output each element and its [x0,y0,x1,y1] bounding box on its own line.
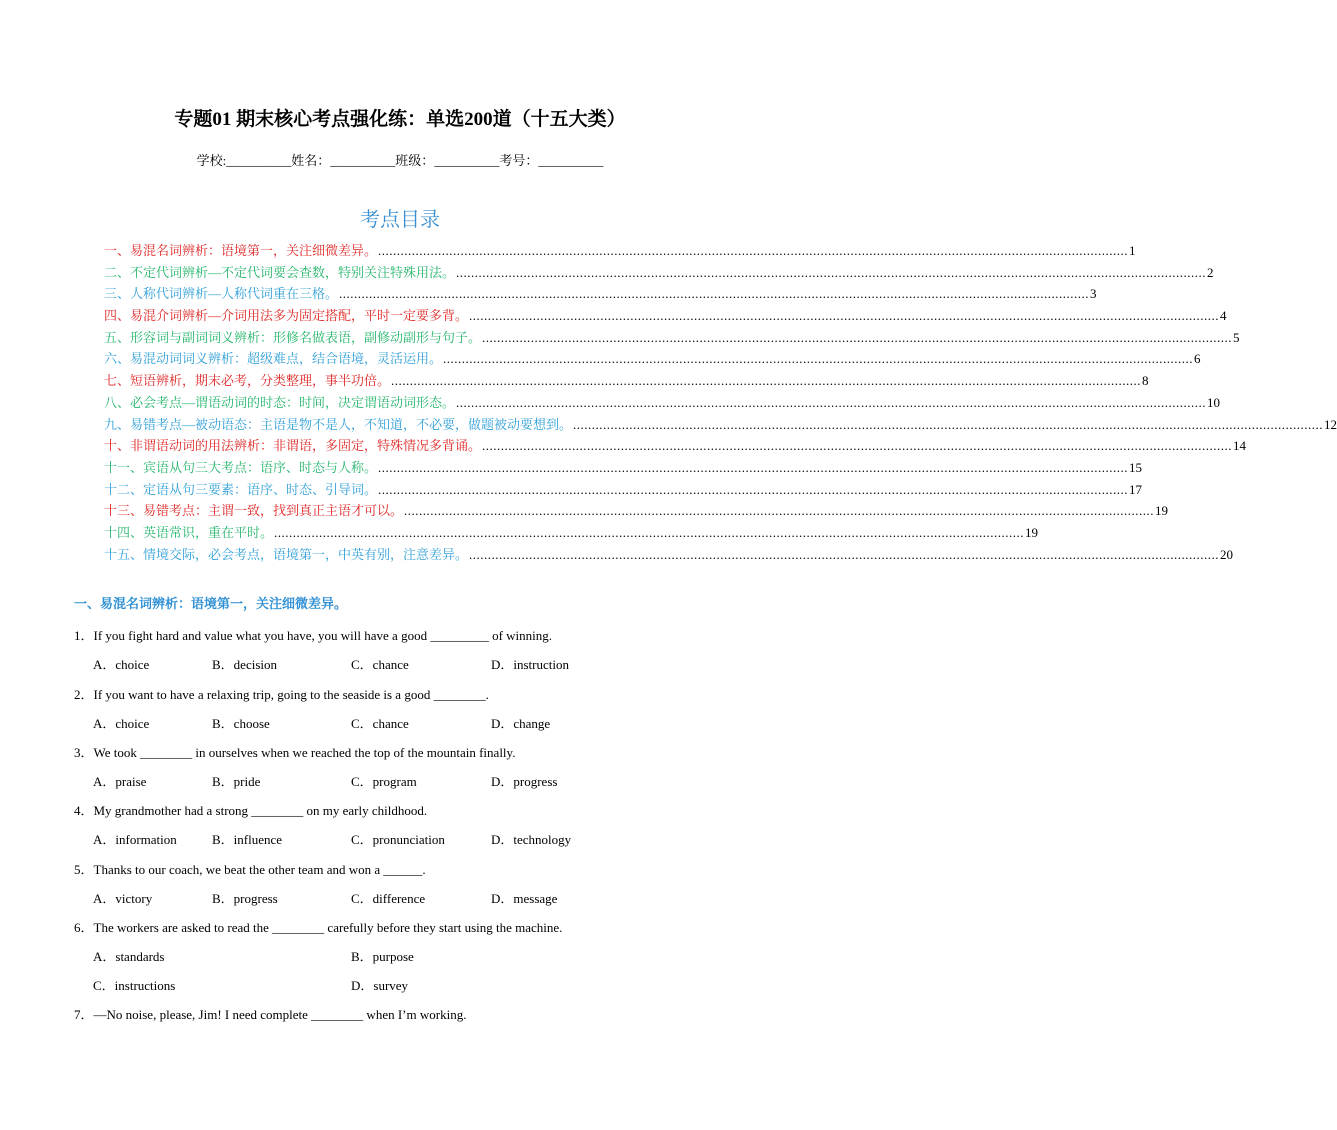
school-label: 学校: [196,153,227,168]
class-blank: __________ [434,153,500,168]
toc-entry-page: 8 [1142,373,1149,389]
name-label: 姓名： [291,153,331,168]
toc-entry[interactable] [104,392,1221,414]
toc-entry-page: 6 [1194,351,1201,367]
toc-entry-text: 五、形容词与副词词义辨析：形修名做表语，副修动副形与句子。 [104,329,482,345]
toc-leader-dots: ........................................................................................................................................................................................................ [482,329,1233,345]
toc-entry[interactable] [104,500,1169,522]
toc-leader-dots: ........................................................................................................................................................................................................ [274,524,1025,540]
toc-entry[interactable] [104,327,1240,349]
toc-entry-page: 5 [1233,329,1240,345]
question-text: 4．My grandmother had a strong ________ on my early childhood. [74,803,428,818]
toc-entry[interactable] [104,522,1039,544]
toc-entry-text: 三、人称代词辨析—人称代词重在三格。 [104,286,339,302]
option-a[interactable]: A．standards [93,949,165,964]
option-b[interactable]: B．purpose [351,949,414,964]
toc-entry-page: 19 [1155,503,1169,519]
toc-entry-text: 十、非谓语动词的用法辨析：非谓语，多固定，特殊情况多背诵。 [104,438,482,454]
toc-leader-dots: ........................................................................................................................................................................................................ [391,373,1142,389]
id-blank: __________ [538,153,604,168]
option-d[interactable]: D．progress [491,774,558,789]
toc-leader-dots: ........................................................................................................................................................................................................ [573,416,1324,432]
option-c[interactable]: C．pronunciation [351,832,445,847]
toc-entry-page: 4 [1220,308,1227,324]
option-d[interactable]: D．change [491,716,551,731]
toc-entry[interactable] [104,262,1214,284]
class-label: 班级： [395,153,435,168]
option-d[interactable]: D．survey [351,978,409,993]
option-c[interactable]: C．instructions [93,978,176,993]
option-a[interactable]: A．praise [93,774,147,789]
option-a[interactable]: A．information [93,832,177,847]
option-b[interactable]: B．progress [212,891,278,906]
option-b[interactable]: B．influence [212,832,283,847]
question-text: 1．If you fight hard and value what you have, you will have a good _________ of winning. [74,628,553,643]
toc-entry[interactable] [104,305,1227,327]
name-blank: __________ [330,153,396,168]
option-d[interactable]: D．instruction [491,657,569,672]
toc-entry[interactable] [104,479,1143,501]
option-b[interactable]: B．pride [212,774,261,789]
toc-leader-dots: ........................................................................................................................................................................................................ [469,308,1220,324]
toc-entry-text: 十三、易错考点：主谓一致，找到真正主语才可以。 [104,503,404,519]
toc-leader-dots: ........................................................................................................................................................................................................ [456,394,1207,410]
option-c[interactable]: C．difference [351,891,426,906]
option-c[interactable]: C．chance [351,657,409,672]
option-b[interactable]: B．choose [212,716,270,731]
question-text: 5．Thanks to our coach, we beat the other team and won a ______. [74,862,426,877]
toc-entry-page: 1 [1129,243,1136,258]
option-a[interactable]: A．choice [93,657,150,672]
toc-leader-dots: ........................................................................................................................................................................................................ [443,351,1194,367]
section-heading: 一、易混名词辨析：语境第一，关注细微差异。 [74,596,348,611]
toc-entry-text: 十一、宾语从句三大考点：语序、时态与人称。 [104,459,378,475]
toc-leader-dots: ........................................................................................................................................................................................................ [482,438,1233,454]
toc-entry[interactable] [104,457,1143,479]
toc-entry-page: 14 [1233,438,1247,454]
toc-entry-page: 2 [1207,264,1214,280]
toc-entry-text: 六、易混动词词义辨析：超级难点，结合语境，灵活运用。 [104,351,443,367]
school-blank: __________ [226,153,292,168]
toc-leader-dots: ........................................................................................................................................................................................................ [456,264,1207,280]
toc-entry[interactable] [104,435,1247,457]
student-info-line [0,150,800,169]
toc-entry[interactable] [104,544,1234,566]
option-a[interactable]: A．victory [93,891,153,906]
toc-entry[interactable] [104,283,1097,305]
toc-leader-dots: ........................................................................................................................................................................................................ [378,481,1129,497]
question-text: 2．If you want to have a relaxing trip, going to the seaside is a good ________. [74,687,489,702]
toc-entry[interactable] [104,414,1337,436]
toc-entry-page: 20 [1220,546,1234,562]
option-d[interactable]: D．message [491,891,558,906]
document-title: 专题01 期末核心考点强化练：单选200道（十五大类） [174,109,626,130]
toc-entry-text: 四、易混介词辨析—介词用法多为固定搭配，平时一定要多背。 [104,308,469,324]
toc-entry-text: 十二、定语从句三要素：语序、时态、引导词。 [104,481,378,497]
toc-entry-page: 17 [1129,481,1143,497]
id-label: 考号： [499,153,539,168]
option-d[interactable]: D．technology [491,832,572,847]
option-c[interactable]: C．chance [351,716,409,731]
toc-leader-dots: ........................................................................................................................................................................................................ [339,286,1090,302]
option-b[interactable]: B．decision [212,657,277,672]
toc-entry-page: 19 [1025,524,1039,540]
table-of-contents [104,240,1337,565]
toc-entry-page: 15 [1129,459,1143,475]
toc-entry[interactable] [104,370,1149,392]
toc-entry-text: 八、必会考点—谓语动词的时态：时间，决定谓语动词形态。 [104,394,456,410]
toc-entry-text: 七、短语辨析，期末必考，分类整理，事半功倍。 [104,373,391,389]
toc-title: 考点目录 [360,209,440,231]
toc-entry-page: 3 [1090,286,1097,302]
toc-entry[interactable] [104,240,1136,262]
toc-entry-page: 10 [1207,394,1221,410]
option-a[interactable]: A．choice [93,716,150,731]
toc-entry-text: 九、易错考点—被动语态：主语是物不是人，不知道，不必要，做题被动要想到。 [104,416,573,432]
toc-leader-dots: ........................................................................................................................................................................................................ [469,546,1220,562]
toc-entry-page: 12 [1324,416,1337,432]
toc-entry[interactable] [104,348,1201,370]
toc-leader-dots: ........................................................................................................................................................................................................ [404,503,1155,519]
option-c[interactable]: C．program [351,774,417,789]
toc-leader-dots: ........................................................................................................................................................................................................ [378,459,1129,475]
toc-entry-text: 二、不定代词辨析—不定代词要会查数，特别关注特殊用法。 [104,264,456,280]
toc-leader-dots: ........................................................................................................................................................................................................ [378,243,1129,258]
question-text: 6．The workers are asked to read the ________ carefully before they start using the machine. [74,920,563,935]
question-text: 3．We took ________ in ourselves when we reached the top of the mountain finally. [74,745,516,760]
question-text: 7．—No noise, please, Jim! I need complete ________ when I’m working. [74,1007,467,1022]
toc-entry-text: 一、易混名词辨析：语境第一，关注细微差异。 [104,243,378,258]
toc-entry-text: 十五、情境交际，必会考点，语境第一，中英有别，注意差异。 [104,546,469,562]
toc-entry-text: 十四、英语常识，重在平时。 [104,524,274,540]
